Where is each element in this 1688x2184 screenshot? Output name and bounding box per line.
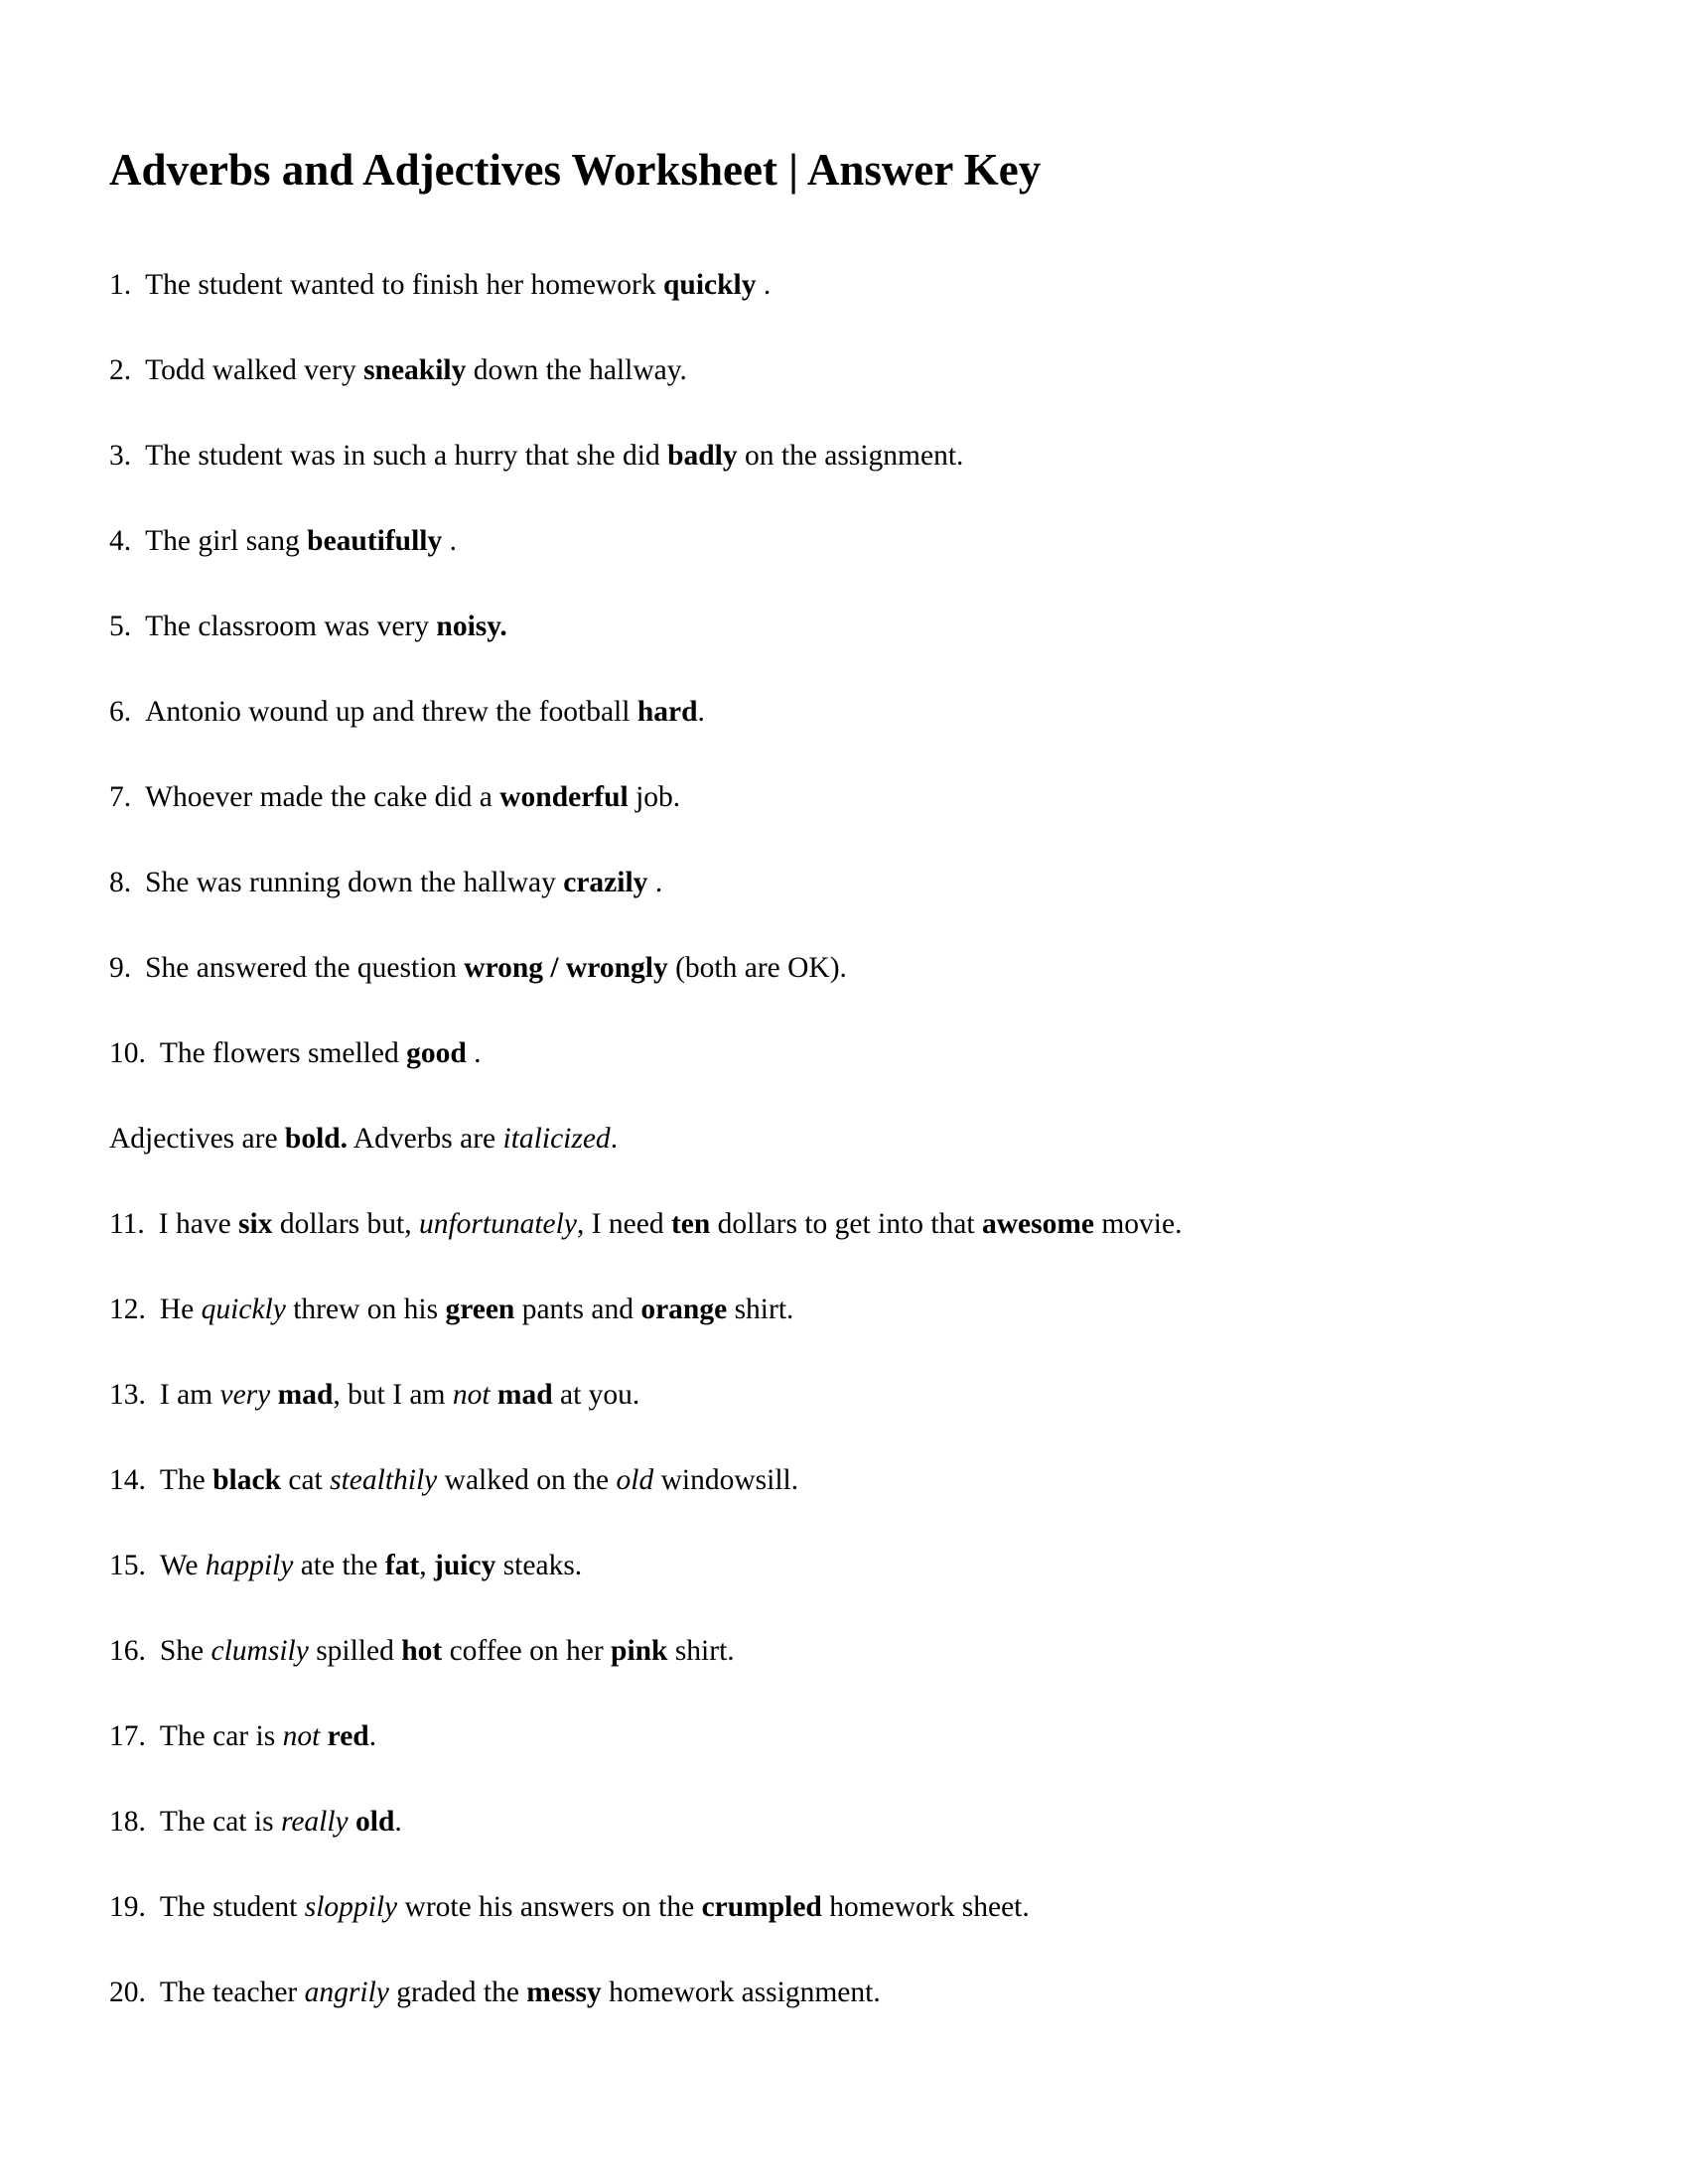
text-segment: Adverbs are [348,1123,503,1156]
worksheet-item [109,866,1609,899]
text-segment: I am [159,1379,220,1412]
text-segment: windowsill. [653,1464,799,1497]
bold-segment: orange [640,1294,728,1326]
worksheet-item [109,951,1609,985]
page-title: Adverbs and Adjectives Worksheet | Answer Key [109,145,1042,195]
text-segment: shirt. [667,1635,735,1668]
text-segment: The flowers smelled [159,1037,407,1070]
text-segment: The student was in such a hurry that she did [145,440,668,473]
text-segment: The [159,1464,213,1497]
item-sentence [145,781,680,813]
item-number: 9. [109,952,132,985]
bold-segment: wrong / wrongly [464,952,668,985]
bold-segment: green [445,1294,515,1326]
text-segment: dollars to get into that [710,1208,982,1241]
italic-segment: happily [205,1550,294,1582]
text-segment: homework sheet. [821,1891,1030,1924]
text-segment: steaks. [495,1550,583,1582]
bold-segment: hot [401,1635,443,1668]
item-number: 2. [109,354,132,387]
text-segment: spilled [308,1635,402,1668]
text-segment: The car is [159,1720,283,1753]
bold-segment: crazily [563,867,648,899]
bold-segment: pink [611,1635,668,1668]
item-sentence [145,696,705,728]
text-segment: , I need [576,1208,671,1241]
worksheet-item [109,524,1609,558]
worksheet-item [109,610,1609,643]
bold-segment: red [327,1720,369,1753]
text-segment: threw on his [285,1294,446,1326]
worksheet-item [109,268,1609,302]
item-number: 14. [109,1464,146,1497]
item-number: 8. [109,867,132,899]
item-sentence [160,1379,639,1411]
italic-segment: very [219,1379,271,1412]
text-segment: The classroom was very [145,611,437,643]
italic-segment: angrily [304,1977,389,2009]
italic-segment: italicized [502,1123,611,1156]
text-segment: movie. [1093,1208,1183,1241]
worksheet-item [109,1805,1609,1839]
italic-segment: really [280,1806,349,1839]
item-number: 18. [109,1806,146,1839]
item-number: 7. [109,781,132,814]
text-segment: , [419,1550,435,1582]
worksheet-item [109,1719,1609,1753]
italic-segment: old [616,1464,654,1497]
text-segment [349,1806,355,1838]
worksheet-rows [109,268,1609,2009]
item-number: 11. [109,1208,145,1241]
text-segment: coffee on her [442,1635,612,1668]
item-sentence [145,952,847,984]
item-sentence [159,1208,1183,1240]
item-number: 19. [109,1891,146,1924]
text-segment: . [394,1806,402,1839]
bold-segment: wonderful [499,781,629,814]
worksheet-item [109,1976,1609,2009]
bold-segment: noisy. [436,611,507,643]
worksheet-item [109,1036,1609,1070]
bold-segment: mad [496,1379,553,1412]
italic-segment: quickly [201,1294,286,1326]
text-segment: Adjectives are [109,1123,285,1156]
text-segment: . [610,1123,619,1156]
bold-segment: sneakily [363,354,467,387]
bold-segment: good [406,1037,467,1070]
italic-segment: unfortunately [418,1208,577,1241]
text-segment: . [466,1037,482,1070]
item-number: 4. [109,525,132,558]
worksheet-item [109,695,1609,729]
text-segment: cat [280,1464,331,1497]
item-number: 5. [109,611,132,643]
item-sentence [145,525,457,557]
item-sentence [160,1891,1030,1923]
text-segment: The student wanted to finish her homework [145,269,663,302]
italic-segment: not [282,1720,321,1753]
item-number: 15. [109,1550,146,1582]
item-sentence [160,1977,881,2008]
text-segment: on the assignment. [737,440,964,473]
bold-segment: bold. [284,1123,349,1156]
note-sentence [109,1123,618,1155]
text-segment: The teacher [159,1977,305,2009]
bold-segment: mad [277,1379,334,1412]
item-number: 12. [109,1294,146,1326]
item-number: 10. [109,1037,146,1070]
item-sentence [145,440,963,472]
bold-segment: ten [670,1208,711,1241]
legend-note [109,1122,1609,1156]
item-number: 13. [109,1379,146,1412]
item-sentence [145,867,662,898]
text-segment: wrote his answers on the [397,1891,702,1924]
item-sentence [160,1720,376,1752]
text-segment: She [159,1635,211,1668]
bold-segment: juicy [434,1550,496,1582]
worksheet-item [109,439,1609,473]
text-segment: pants and [514,1294,641,1326]
text-segment: . [756,269,772,302]
item-number: 6. [109,696,132,729]
item-sentence [145,354,687,386]
item-sentence [160,1635,735,1667]
item-sentence [145,269,771,301]
worksheet-item [109,1207,1609,1241]
text-segment: The girl sang [145,525,308,558]
text-segment: walked on the [437,1464,617,1497]
bold-segment: six [238,1208,273,1241]
text-segment: She was running down the hallway [145,867,564,899]
text-segment: Todd walked very [145,354,364,387]
text-segment: We [159,1550,206,1582]
text-segment: . [647,867,663,899]
worksheet-item [109,353,1609,387]
text-segment: at you. [552,1379,640,1412]
item-number: 20. [109,1977,146,2009]
text-segment: . [442,525,457,558]
bold-segment: badly [667,440,738,473]
item-number: 1. [109,269,132,302]
text-segment: homework assignment. [601,1977,881,2009]
text-segment: Whoever made the cake did a [145,781,500,814]
text-segment [320,1720,327,1752]
worksheet-item [109,1293,1609,1326]
item-number: 16. [109,1635,146,1668]
bold-segment: crumpled [701,1891,822,1924]
bold-segment: old [355,1806,395,1839]
worksheet-item [109,1378,1609,1412]
text-segment: (both are OK). [667,952,847,985]
item-sentence [160,1037,482,1069]
text-segment: The cat is [159,1806,281,1839]
text-segment: shirt. [727,1294,794,1326]
worksheet-item [109,1463,1609,1497]
worksheet-item [109,780,1609,814]
text-segment: , but I am [333,1379,453,1412]
worksheet-item [109,1890,1609,1924]
italic-segment: sloppily [304,1891,398,1924]
worksheet-item [109,1549,1609,1582]
text-segment: down the hallway. [466,354,687,387]
text-segment: graded the [388,1977,527,2009]
text-segment: . [697,696,705,729]
text-segment: The student [159,1891,305,1924]
italic-segment: stealthily [330,1464,438,1497]
bold-segment: beautifully [307,525,443,558]
bold-segment: fat [384,1550,420,1582]
text-segment: dollars but, [272,1208,419,1241]
item-sentence [145,611,507,642]
text-segment: . [368,1720,377,1753]
text-segment: Antonio wound up and threw the football [145,696,637,729]
italic-segment: clumsily [211,1635,309,1668]
item-sentence [160,1464,798,1496]
bold-segment: messy [526,1977,602,2009]
bold-segment: hard [636,696,698,729]
item-sentence [160,1550,582,1581]
item-sentence [160,1806,402,1838]
text-segment [491,1379,497,1411]
worksheet-item [109,1634,1609,1668]
item-number: 3. [109,440,132,473]
bold-segment: black [212,1464,281,1497]
text-segment: He [159,1294,202,1326]
text-segment [270,1379,277,1411]
text-segment: She answered the question [145,952,465,985]
text-segment: I have [158,1208,239,1241]
item-sentence [160,1294,794,1325]
italic-segment: not [452,1379,491,1412]
text-segment: job. [628,781,681,814]
bold-segment: quickly [663,269,757,302]
item-number: 17. [109,1720,146,1753]
text-segment: ate the [293,1550,385,1582]
bold-segment: awesome [981,1208,1094,1241]
